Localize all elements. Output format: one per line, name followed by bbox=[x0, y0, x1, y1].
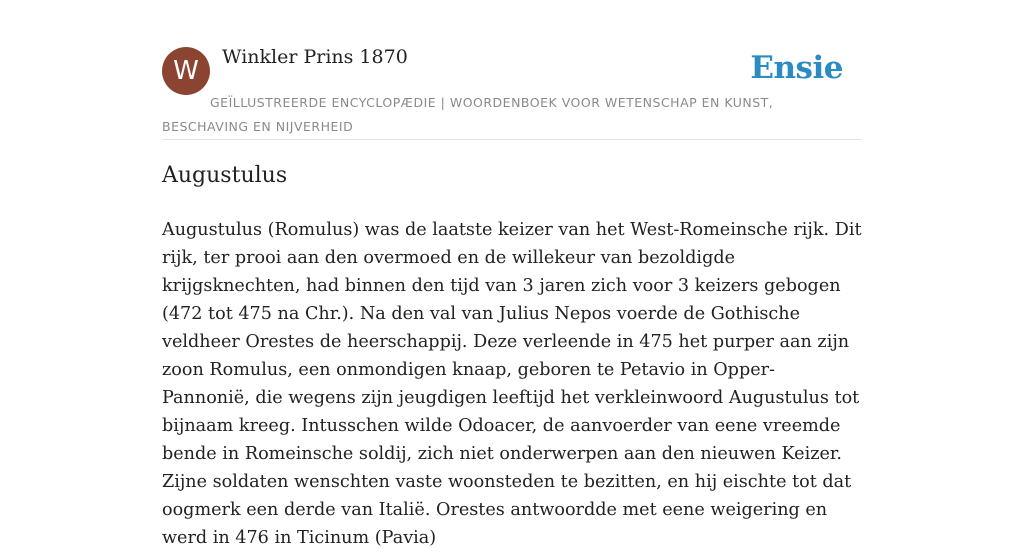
header-divider bbox=[162, 139, 862, 140]
ensie-logo[interactable]: Ensie bbox=[750, 50, 843, 86]
entry-title: Augustulus bbox=[162, 163, 288, 188]
entry-body: Augustulus (Romulus) was de laatste keizer van het West-Romeinsche rijk. Dit rijk, ter prooi aan den overmoed en de willekeur van bezoldigde krijgsknechten, had binnen den tijd van 3 jaren zich voor 3 keizers gebogen (472 tot 475 na Chr.). Na den val van Julius Nepos voerde de Gothische veldheer Orestes de heerschappij. Deze verleende in 475 het purper aan zijn zoon Romulus, een onmondigen knaap, geboren te Petavio in Opper-Pannonië, die wegens zijn jeugdigen leeftijd het verkleinwoord Augustulus tot bijnaam kreeg. Intusschen wilde Odoacer, de aanvoerder van eene vreemde bende in Romeinsche soldij, zich niet onderwerpen aan den nieuwen Keizer. Zijne soldaten wenschten vaste woonsteden te bezitten, en hij eischte tot dat oogmerk een derde van Italië. Orestes antwoordde met eene weigering en werd in 476 in Ticinum (Pavia) bbox=[162, 220, 862, 548]
source-subtitle: GEÏLLUSTREERDE ENCYCLOPÆDIE | WOORDENBOEK VOOR WETENSCHAP EN KUNST, BESCHAVING EN NIJVERHEID bbox=[162, 95, 774, 134]
source-title[interactable]: Winkler Prins 1870 bbox=[222, 46, 408, 68]
avatar[interactable]: W bbox=[162, 47, 210, 95]
